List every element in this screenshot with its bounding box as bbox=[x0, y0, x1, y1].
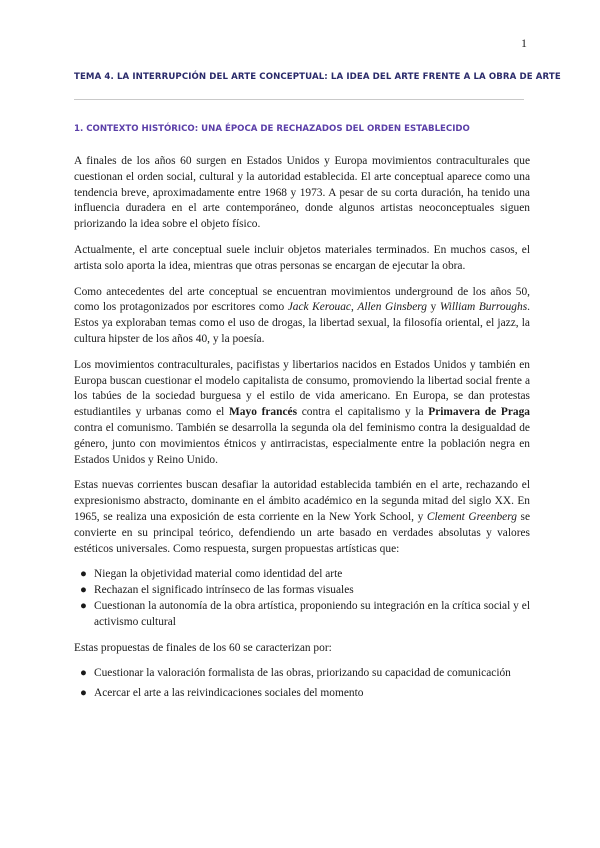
term-mayo-frances: Mayo francés bbox=[229, 406, 297, 419]
tema-title: TEMA 4. LA INTERRUPCIÓN DEL ARTE CONCEPTUAL: LA IDEA DEL ARTE FRENTE A LA OBRA DE ARTE bbox=[74, 72, 561, 82]
list-item bbox=[74, 686, 530, 702]
title-divider bbox=[74, 99, 524, 100]
page-number: 1 bbox=[521, 36, 527, 50]
paragraph-5-text-end: se convierte en su principal teórico, defendiendo un arte basado en verdades absolutas y valores estéticos universales. Como respuesta, surgen propuestas artísticas que: bbox=[74, 510, 530, 555]
paragraph-4-text-mid: contra el capitalismo y la bbox=[297, 406, 429, 419]
bullet-list-1 bbox=[74, 567, 530, 630]
author-jack-kerouac: Jack Kerouac bbox=[287, 301, 351, 314]
list-item-text: Cuestionan la autonomía de la obra artística, proponiendo su integración en la crítica social y el activismo cultural bbox=[94, 599, 530, 628]
bullet-icon: ● bbox=[80, 687, 87, 700]
bullet-icon: ● bbox=[80, 667, 87, 680]
term-primavera-de-praga: Primavera de Praga bbox=[428, 406, 530, 419]
paragraph-5 bbox=[74, 478, 530, 557]
paragraph-3-text-end: . Estos ya exploraban temas como el uso de drogas, la libertad sexual, la filosofía oriental, el jazz, la cultura hipster de los años 40, y la poesía. bbox=[74, 301, 530, 345]
separator: , bbox=[350, 301, 358, 314]
paragraph-6: Estas propuestas de finales de los 60 se caracterizan por: bbox=[74, 641, 332, 654]
list-item-text: Cuestionar la valoración formalista de las obras, priorizando su capacidad de comunicación bbox=[94, 667, 511, 680]
document-body bbox=[74, 154, 530, 712]
list-item bbox=[74, 583, 530, 599]
paragraph-5-text: Estas nuevas corrientes buscan desafiar la autoridad establecida también en el arte, rechazando el expresionismo abstracto, dominante en el ámbito académico en la segunda mitad del siglo XX. En 1965, se realiza una exposición de esta corriente en la New York School, y bbox=[74, 479, 530, 523]
paragraph-3-text: Como antecedentes del arte conceptual se encuentran movimientos underground de los años 50, como los protagonizados por escritores como bbox=[74, 285, 530, 314]
list-item bbox=[74, 567, 530, 583]
paragraph-1: A finales de los años 60 surgen en Estados Unidos y Europa movimientos contraculturales que cuestionan el orden social, cultural y la autoridad establecida. El arte conceptual aparece como una tendencia breve, aproximadamente entre 1968 y 1973. A pesar de su corta duración, ha tenido una influencia duradera en el arte contemporáneo, donde algunos artistas neoconceptuales siguen priorizando la idea sobre el objeto físico. bbox=[74, 155, 530, 231]
paragraph-2: Actualmente, el arte conceptual suele incluir objetos materiales terminados. En muchos casos, el artista solo aporta la idea, mientras que otras personas se encargan de ejecutar la obra. bbox=[74, 243, 530, 272]
list-item bbox=[74, 666, 530, 682]
list-item-text: Niegan la objetividad material como identidad del arte bbox=[94, 568, 343, 581]
bullet-list-2 bbox=[74, 666, 530, 702]
paragraph-3 bbox=[74, 285, 530, 348]
paragraph-4-text: Los movimientos contraculturales, pacifistas y libertarios nacidos en Estados Unidos y también en Europa buscan cuestionar el modelo capitalista de consumo, promoviendo la libertad social frente a los tabúes de la sociedad burguesa y el estilo de vida americano. En Europa, se dan protestas estudiantiles y urbanas como el bbox=[74, 358, 530, 419]
bullet-icon: ● bbox=[80, 599, 87, 612]
author-clement-greenberg: Clement Greenberg bbox=[426, 510, 517, 523]
list-item-text: Acercar el arte a las reivindicaciones sociales del momento bbox=[94, 687, 364, 700]
section-heading: 1. CONTEXTO HISTÓRICO: UNA ÉPOCA DE RECHAZADOS DEL ORDEN ESTABLECIDO bbox=[74, 124, 470, 134]
list-item-text: Rechazan el significado intrínseco de las formas visuales bbox=[94, 584, 354, 597]
bullet-icon: ● bbox=[80, 568, 87, 581]
paragraph-4-text-end: contra el comunismo. También se desarrolla la segunda ola del feminismo contra la desigualdad de género, junto con movimientos étnicos y antirracistas, especialmente entre la población negra en Estados Unidos y Reino Unido. bbox=[74, 421, 530, 466]
author-allen-ginsberg: Allen Ginsberg bbox=[357, 301, 427, 314]
bullet-icon: ● bbox=[80, 584, 87, 597]
paragraph-4 bbox=[74, 358, 530, 469]
separator: y bbox=[426, 301, 440, 314]
list-item bbox=[74, 599, 530, 631]
author-william-burroughs: William Burroughs bbox=[439, 301, 528, 314]
